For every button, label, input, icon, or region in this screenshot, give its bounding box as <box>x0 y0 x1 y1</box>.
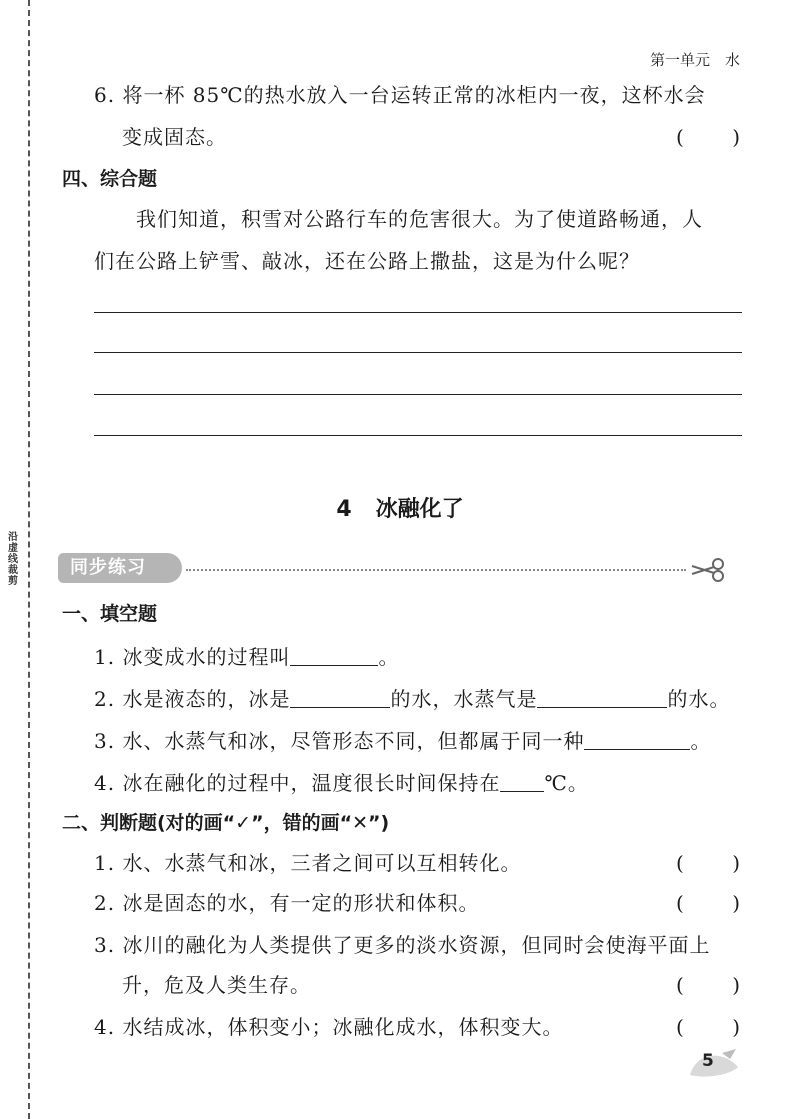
answer-paren-judge-q4[interactable] <box>676 1014 740 1040</box>
prev-q6-line2: 变成固态。 <box>122 125 227 149</box>
fill-q4 <box>94 770 589 796</box>
fill-q3-suffix: 。 <box>690 729 712 753</box>
paren-open: ( <box>676 851 684 875</box>
paren-close: ) <box>732 1015 740 1039</box>
practice-banner: 同步练习 <box>58 553 182 583</box>
fill-q2 <box>94 686 730 712</box>
fill-q2-blank-2[interactable] <box>537 687 667 708</box>
fill-q1-prefix: 1. 冰变成水的过程叫 <box>94 645 291 669</box>
section4-title: 四、综合题 <box>62 168 158 190</box>
fill-q3 <box>94 728 711 754</box>
scissors-icon <box>688 557 728 583</box>
fill-q2-suffix: 的水。 <box>667 687 731 711</box>
lesson-number: 4 <box>336 497 352 522</box>
fill-q2-mid: 的水，水蒸气是 <box>390 687 538 711</box>
fill-q4-prefix: 4. 冰在融化的过程中，温度很长时间保持在 <box>94 771 501 795</box>
fill-q2-prefix: 2. 水是液态的，冰是 <box>94 687 291 711</box>
answer-line-4[interactable] <box>94 435 742 436</box>
answer-paren-judge-q2[interactable] <box>676 890 740 916</box>
paren-open: ( <box>676 973 684 997</box>
judge-q4: 4. 水结成冰，体积变小；冰融化成水，体积变大。 <box>94 1015 564 1039</box>
answer-paren-prev-q6[interactable] <box>676 124 740 150</box>
judge-section-title: 二、判断题(对的画“✓”，错的画“✕”) <box>62 812 390 834</box>
section4-para-line2: 们在公路上铲雪、敲冰，还在公路上撒盐，这是为什么呢？ <box>94 249 640 273</box>
page-number: 5 <box>702 1051 714 1071</box>
fill-q3-blank[interactable] <box>584 729 690 750</box>
paren-close: ) <box>732 891 740 915</box>
fill-q4-blank[interactable] <box>500 771 544 792</box>
paren-open: ( <box>676 1015 684 1039</box>
judge-q2: 2. 冰是固态的水，有一定的形状和体积。 <box>94 891 480 915</box>
judge-q3-line1: 3. 冰川的融化为人类提供了更多的淡水资源，但同时会使海平面上 <box>94 933 711 957</box>
lesson-title <box>0 492 800 523</box>
judge-q3-line2: 升，危及人类生存。 <box>122 973 311 997</box>
fill-q3-prefix: 3. 水、水蒸气和冰，尽管形态不同，但都属于同一种 <box>94 729 585 753</box>
unit-header: 第一单元 水 <box>649 51 740 69</box>
banner-divider <box>186 569 686 571</box>
paren-close: ) <box>732 973 740 997</box>
judge-q1: 1. 水、水蒸气和冰，三者之间可以互相转化。 <box>94 851 522 875</box>
answer-line-3[interactable] <box>94 394 742 395</box>
answer-line-1[interactable] <box>94 312 742 313</box>
section4-para-line1: 我们知道，积雪对公路行车的危害很大。为了使道路畅通，人 <box>136 207 703 231</box>
prev-q6-line1: 6. 将一杯 85℃的热水放入一台运转正常的冰柜内一夜，这杯水会 <box>94 83 706 107</box>
answer-paren-judge-q1[interactable] <box>676 850 740 876</box>
fill-q2-blank-1[interactable] <box>290 687 390 708</box>
fill-q1 <box>94 644 399 670</box>
lesson-name: 冰融化了 <box>375 497 464 522</box>
fill-q1-blank[interactable] <box>290 645 378 666</box>
answer-line-2[interactable] <box>94 352 742 353</box>
fill-section-title: 一、填空题 <box>62 603 158 625</box>
paren-open: ( <box>676 125 684 149</box>
paren-close: ) <box>732 125 740 149</box>
cut-label: 沿虚线裁剪 <box>8 532 18 587</box>
paren-close: ) <box>732 851 740 875</box>
answer-paren-judge-q3[interactable] <box>676 972 740 998</box>
cut-line <box>28 0 30 1119</box>
paren-open: ( <box>676 891 684 915</box>
page-badge-icon <box>686 1045 742 1079</box>
fill-q4-suffix: ℃。 <box>544 771 589 795</box>
fill-q1-suffix: 。 <box>378 645 400 669</box>
page-number-badge <box>686 1045 742 1079</box>
